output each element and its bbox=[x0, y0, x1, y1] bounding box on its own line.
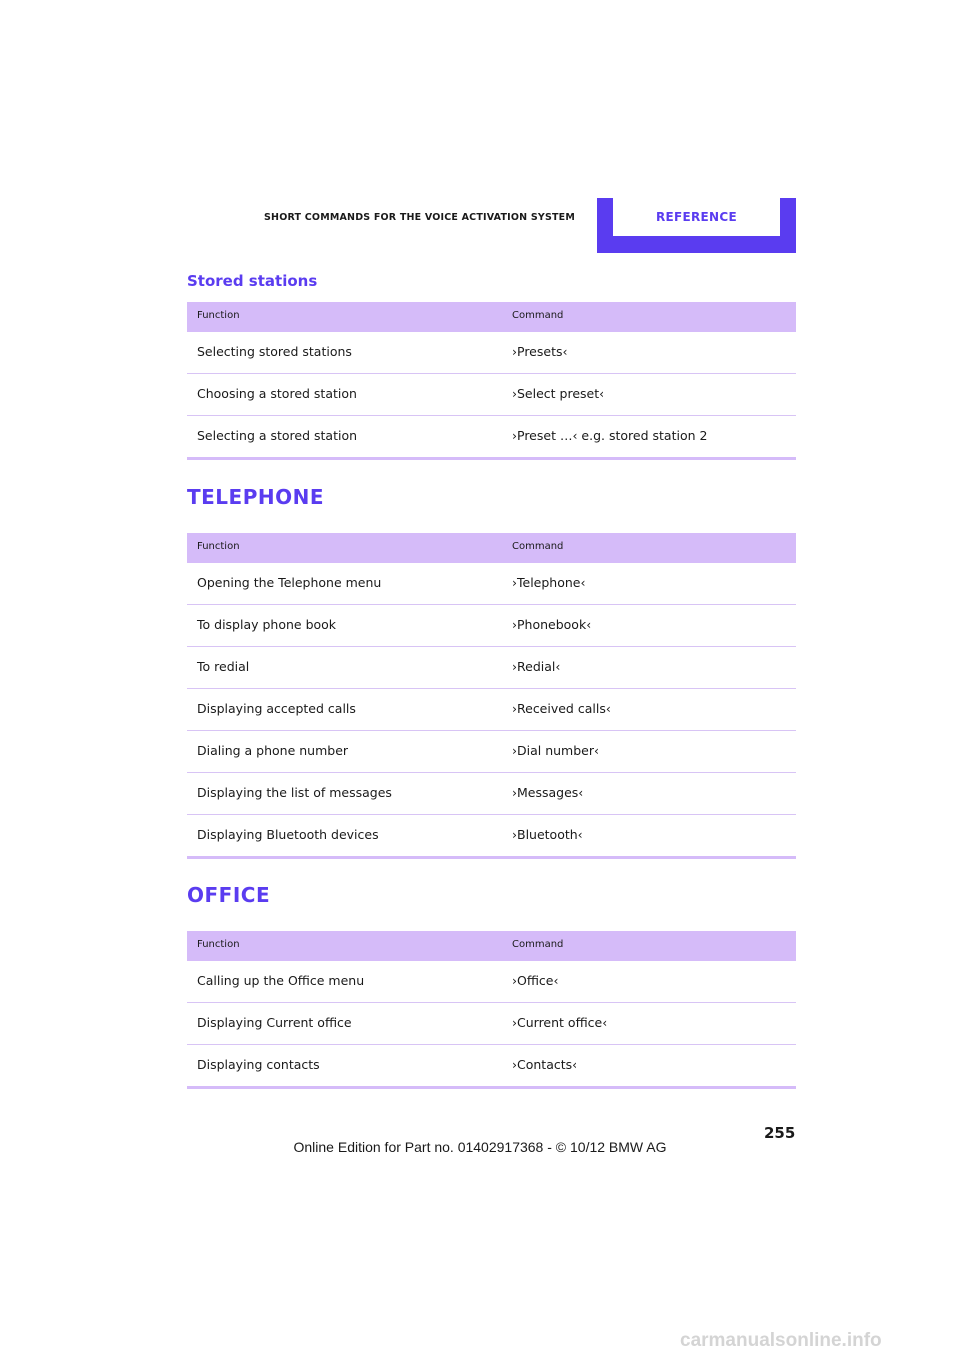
table-footer-rule bbox=[187, 1086, 796, 1089]
table-row bbox=[187, 416, 796, 457]
function-cell: Selecting stored stations bbox=[197, 344, 352, 359]
heading-telephone: TELEPHONE bbox=[187, 485, 325, 509]
function-cell: Calling up the Office menu bbox=[197, 973, 365, 988]
function-cell: Displaying accepted calls bbox=[197, 701, 356, 716]
table-row bbox=[187, 773, 796, 815]
function-cell: To display phone book bbox=[197, 617, 337, 632]
table-row bbox=[187, 647, 796, 689]
function-cell: Opening the Telephone menu bbox=[197, 575, 382, 590]
table-stored-stations bbox=[187, 302, 796, 460]
function-cell: Displaying contacts bbox=[197, 1057, 320, 1072]
command-cell: ›Dial number‹ bbox=[512, 743, 599, 758]
command-cell: ›Phonebook‹ bbox=[512, 617, 592, 632]
command-cell: ›Select preset‹ bbox=[512, 386, 605, 401]
running-title: SHORT COMMANDS FOR THE VOICE ACTIVATION SYSTEM bbox=[264, 212, 576, 223]
function-cell: Displaying Bluetooth devices bbox=[197, 827, 379, 842]
heading-office: OFFICE bbox=[187, 883, 271, 907]
column-header-function: Function bbox=[197, 541, 240, 552]
column-header-function: Function bbox=[197, 939, 240, 950]
section-tab-inner bbox=[613, 198, 780, 236]
command-cell: ›Telephone‹ bbox=[512, 575, 586, 590]
function-cell: To redial bbox=[197, 659, 250, 674]
table-row bbox=[187, 689, 796, 731]
command-cell: ›Received calls‹ bbox=[512, 701, 611, 716]
command-cell: ›Preset …‹ e.g. stored station 2 bbox=[512, 428, 708, 443]
edition-footer: Online Edition for Part no. 01402917368 - © 10/12 BMW AG bbox=[293, 1139, 667, 1155]
table-office bbox=[187, 931, 796, 1089]
table-row bbox=[187, 563, 796, 605]
table-row bbox=[187, 815, 796, 856]
function-cell: Selecting a stored station bbox=[197, 428, 358, 443]
table-header bbox=[187, 533, 796, 563]
command-cell: ›Contacts‹ bbox=[512, 1057, 578, 1072]
function-cell: Displaying Current office bbox=[197, 1015, 352, 1030]
table-footer-rule bbox=[187, 856, 796, 859]
column-header-function: Function bbox=[197, 310, 240, 321]
function-cell: Choosing a stored station bbox=[197, 386, 357, 401]
table-footer-rule bbox=[187, 457, 796, 460]
command-cell: ›Current office‹ bbox=[512, 1015, 608, 1030]
table-telephone bbox=[187, 533, 796, 859]
section-tab-label: REFERENCE bbox=[655, 210, 738, 224]
table-row bbox=[187, 332, 796, 374]
command-cell: ›Office‹ bbox=[512, 973, 559, 988]
column-header-command: Command bbox=[512, 541, 564, 552]
command-cell: ›Messages‹ bbox=[512, 785, 584, 800]
heading-stored-stations: Stored stations bbox=[187, 272, 318, 290]
table-row bbox=[187, 374, 796, 416]
command-cell: ›Bluetooth‹ bbox=[512, 827, 583, 842]
table-row bbox=[187, 1003, 796, 1045]
function-cell: Displaying the list of messages bbox=[197, 785, 392, 800]
watermark: carmanualsonline.info bbox=[680, 1330, 882, 1351]
command-cell: ›Presets‹ bbox=[512, 344, 568, 359]
table-row bbox=[187, 1045, 796, 1086]
command-cell: ›Redial‹ bbox=[512, 659, 561, 674]
table-row bbox=[187, 961, 796, 1003]
table-row bbox=[187, 731, 796, 773]
table-header bbox=[187, 302, 796, 332]
page-number: 255 bbox=[764, 1124, 796, 1142]
section-tab bbox=[597, 198, 796, 253]
table-row bbox=[187, 605, 796, 647]
function-cell: Dialing a phone number bbox=[197, 743, 349, 758]
table-header bbox=[187, 931, 796, 961]
column-header-command: Command bbox=[512, 939, 564, 950]
column-header-command: Command bbox=[512, 310, 564, 321]
